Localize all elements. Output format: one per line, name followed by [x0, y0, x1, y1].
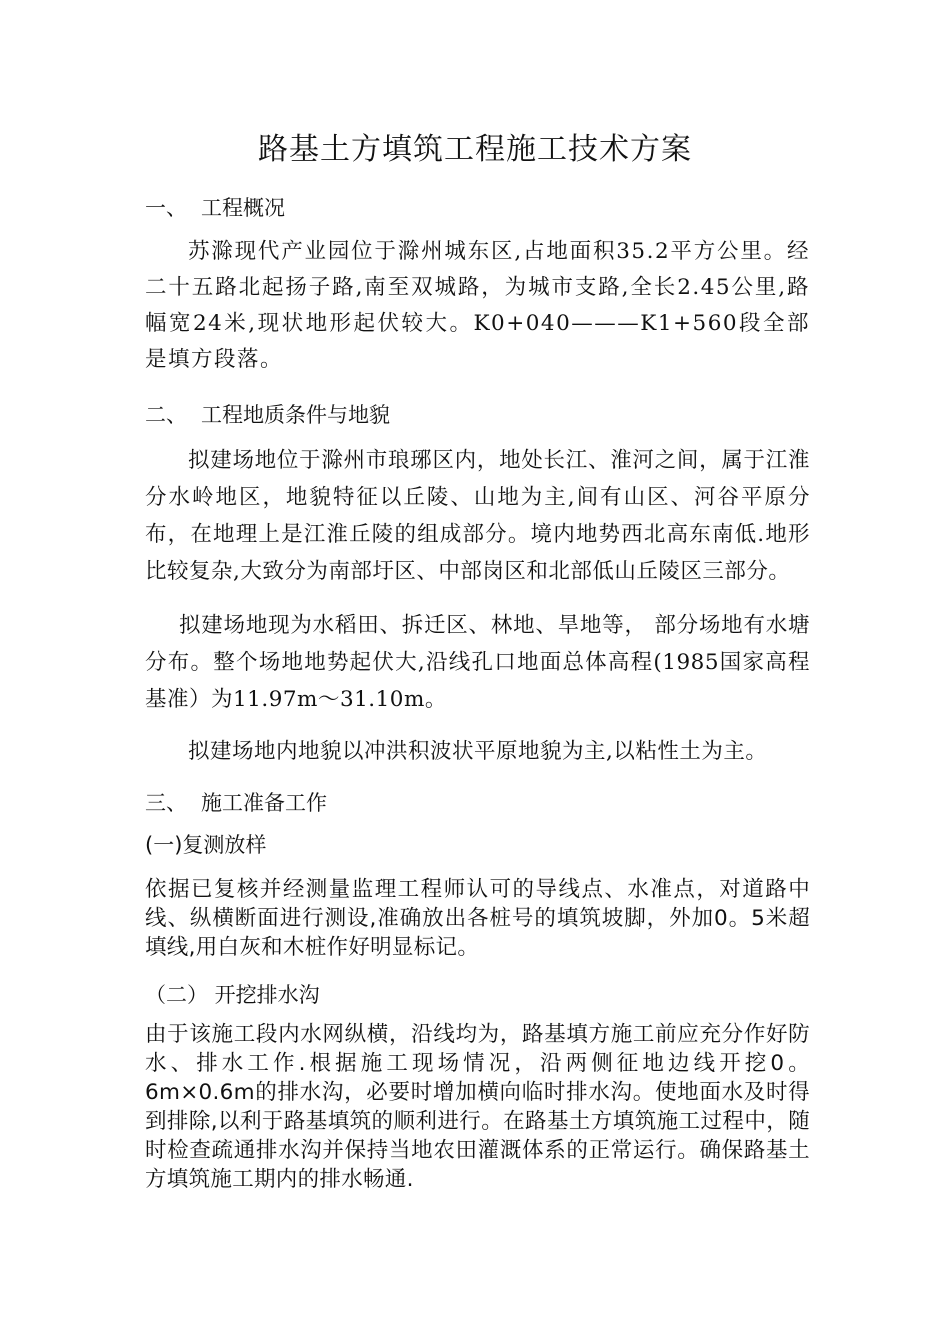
paragraph-geology-2: 拟建场地现为水稻田、拆迁区、林地、旱地等， 部分场地有水塘分布。整个场地地势起伏大,沿线孔口地面总体高程(1985国家高程基准）为11.97m～31.10m。	[145, 613, 810, 712]
section-heading-3	[145, 788, 327, 818]
paragraph-geology-3: 拟建场地内地貌以冲洪积波状平原地貌为主,以粘性土为主。	[188, 739, 768, 764]
paragraph-survey: 依据已复核并经测量监理工程师认可的导线点、水准点，对道路中线、纵横断面进行测设,准确放出各桩号的填筑坡脚，外加0。5米超填线,用白灰和木桩作好明显标记。	[145, 877, 810, 960]
subsection-heading-drainage: （二） 开挖排水沟	[145, 983, 320, 1007]
paragraph-project-overview: 苏滁现代产业园位于滁州城东区,占地面积35.2平方公里。经二十五路北起扬子路,南至双城路，为城市支路,全长2.45公里,路幅宽24米,现状地形起伏较大。K0+040———K1+560段全部是填方段落。	[145, 239, 810, 372]
paragraph-geology-1: 拟建场地位于滁州市琅琊区内，地处长江、淮河之间，属于江淮分水岭地区，地貌特征以丘陵、山地为主,间有山区、河谷平原分布，在地理上是江淮丘陵的组成部分。境内地势西北高东南低.地形比较复杂,大致分为南部圩区、中部岗区和北部低山丘陵区三部分。	[145, 448, 810, 584]
subsection-heading-survey: (一)复测放样	[145, 833, 267, 857]
section-number: 二、	[145, 403, 187, 427]
section-heading-text: 工程概况	[201, 196, 285, 220]
section-number: 一、	[145, 196, 187, 220]
paragraph-drainage: 由于该施工段内水网纵横，沿线均为，路基填方施工前应充分作好防水、排水工作.根据施工现场情况，沿两侧征地边线开挖0。6m×0.6m的排水沟，必要时增加横向临时排水沟。使地面水及时得到排除,以利于路基填筑的顺利进行。在路基土方填筑施工过程中，随时检查疏通排水沟并保持当地农田灌溉体系的正常运行。确保路基土方填筑施工期内的排水畅通.	[145, 1022, 810, 1192]
section-heading-text: 施工准备工作	[201, 791, 327, 815]
section-heading-1	[145, 193, 285, 223]
section-heading-text: 工程地质条件与地貌	[201, 403, 390, 427]
document-title: 路基土方填筑工程施工技术方案	[258, 132, 692, 167]
section-heading-2	[145, 400, 390, 430]
section-number: 三、	[145, 791, 187, 815]
